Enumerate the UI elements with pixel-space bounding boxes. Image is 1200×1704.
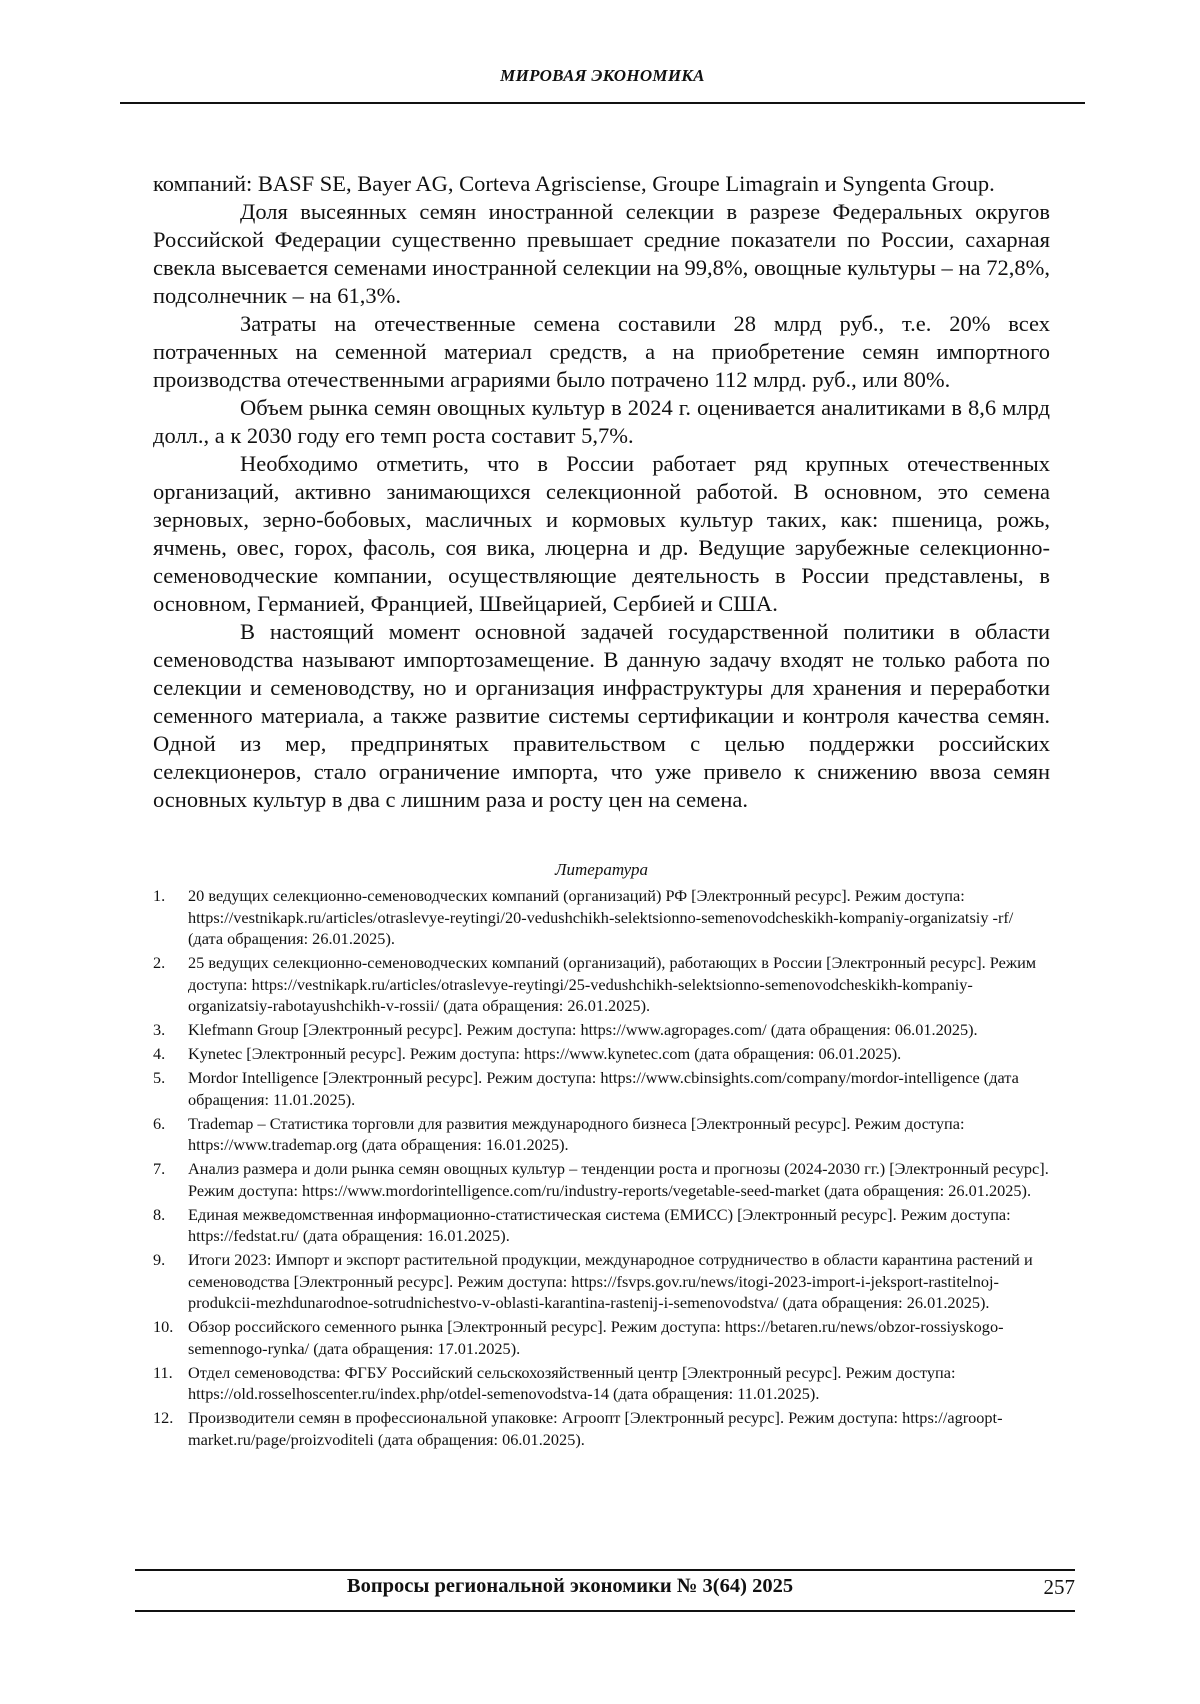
reference-number: 12.: [153, 1408, 174, 1427]
paragraph: В настоящий момент основной задачей государственной политики в области семеноводства называют импортозамещение. В данную задачу входят не только работа по селекции и семеноводству, но и организация инфраструктуры для хранения и переработки семенного материала, а также развитие системы сертификации и контроля качества семян. Одной из мер, предпринятых правительством с целью поддержки российских селекционеров, стало ограничение импорта, что уже привело к снижению ввоза семян основных культур в два с лишним раза и росту цен на семена.: [153, 619, 1050, 812]
header-rule: [120, 102, 1085, 104]
footer-rule-top: [135, 1569, 1075, 1571]
paragraph: Объем рынка семян овощных культур в 2024 г. оценивается аналитиками в 8,6 млрд долл., а к 2030 году его темп роста составит 5,7%.: [153, 395, 1050, 448]
reference-text: Отдел семеноводства: ФГБУ Российский сельскохозяйственный центр [Электронный ресурс]. Режим доступа: https://old.rosselhoscenter.ru/index.php/otdel-semenovodstva-14 (дата обращения: 11.01.2025).: [188, 1362, 956, 1403]
reference-number: 5.: [153, 1068, 166, 1087]
reference-text: Trademap – Статистика торговли для развития международного бизнеса [Электронный ресурс]. Режим доступа: https://www.trademap.org (дата обращения: 16.01.2025).: [188, 1113, 965, 1154]
reference-text: Mordor Intelligence [Электронный ресурс]. Режим доступа: https://www.cbinsights.com/company/mordor-intelligence (дата обращения: 11.01.2025).: [188, 1068, 1019, 1109]
reference-item: [153, 1158, 1050, 1201]
reference-text: Анализ размера и доли рынка семян овощных культур – тенденции роста и прогнозы (2024-2030 гг.) [Электронный ресурс]. Режим доступа: https://www.mordorintelligence.com/ru/industry-reports/vegetable-seed-market (дата обращения: 26.01.2025).: [188, 1159, 1049, 1200]
references-list: [153, 885, 1050, 1453]
reference-text: Итоги 2023: Импорт и экспорт растительной продукции, международное сотрудничество в области карантина растений и семеноводства [Электронный ресурс]. Режим доступа: https://fsvps.gov.ru/news/itogi-2023-import-i-jeksport-rastitelnoj-produkcii-mezhdunarodnoe-sotrudnichestvo-v-oblasti-karantina-rastenij-i-semenovodstva/ (дата обращения: 26.01.2025).: [188, 1250, 1033, 1312]
reference-text: 20 ведущих селекционно-семеноводческих компаний (организаций) РФ [Электронный ресурс]. Режим доступа: https://vestnikapk.ru/articles/otraslevye-reytingi/20-vedushchikh-selektsionno-semenovodcheskikh-kompaniy-organizatsiy -rf/ (дата обращения: 26.01.2025).: [188, 886, 1014, 948]
reference-number: 7.: [153, 1159, 166, 1178]
reference-item: [153, 1067, 1050, 1110]
reference-number: 3.: [153, 1020, 166, 1039]
reference-item: [153, 952, 1050, 1017]
reference-item: [153, 1019, 1050, 1041]
paragraph: Затраты на отечественные семена составили 28 млрд руб., т.е. 20% всех потраченных на семенной материал средств, а на приобретение семян импортного производства отечественными аграриями было потрачено 112 млрд. руб., или 80%.: [153, 311, 1050, 392]
reference-text: Klefmann Group [Электронный ресурс]. Режим доступа: https://www.agropages.com/ (дата обращения: 06.01.2025).: [188, 1020, 978, 1039]
reference-item: [153, 1113, 1050, 1156]
reference-item: [153, 1204, 1050, 1247]
paragraph: Необходимо отметить, что в России работает ряд крупных отечественных организаций, активно занимающихся селекционной работой. В основном, это семена зерновых, зерно-бобовых, масличных и кормовых культур таких, как: пшеница, рожь, ячмень, овес, горох, фасоль, соя вика, люцерна и др. Ведущие зарубежные селекционно-семеноводческие компании, осуществляющие деятельность в России представлены, в основном, Германией, Францией, Швейцарией, Сербией и США.: [153, 451, 1050, 616]
reference-text: Обзор российского семенного рынка [Электронный ресурс]. Режим доступа: https://betaren.ru/news/obzor-rossiyskogo-semennogo-rynka/ (дата обращения: 17.01.2025).: [188, 1317, 1004, 1358]
reference-number: 6.: [153, 1113, 166, 1133]
reference-number: 2.: [153, 953, 166, 972]
paragraph: Доля высеянных семян иностранной селекции в разрезе Федеральных округов Российской Федерации существенно превышает средние показатели по России, сахарная свекла высевается семенами иностранной селекции на 99,8%, овощные культуры – на 72,8%, подсолнечник – на 61,3%.: [153, 199, 1050, 308]
reference-number: 4.: [153, 1044, 166, 1063]
reference-number: 10.: [153, 1317, 174, 1336]
reference-number: 8.: [153, 1204, 166, 1224]
reference-item: [153, 1407, 1050, 1450]
journal-title: Вопросы региональной экономики № 3(64) 2025: [346, 1575, 794, 1597]
page-number: 257: [1043, 1575, 1075, 1599]
reference-number: 1.: [153, 886, 166, 905]
reference-text: 25 ведущих селекционно-семеноводческих компаний (организаций), работающих в России [Электронный ресурс]. Режим доступа: https://vestnikapk.ru/articles/otraslevye-reytingi/25-vedushchikh-selektsionno-semenovodcheskikh-kompaniy-organizatsiy-rabotayushchikh-v-rossii/ (дата обращения: 26.01.2025).: [188, 953, 1037, 1015]
running-head: МИРОВАЯ ЭКОНОМИКА: [500, 66, 705, 85]
reference-item: [153, 885, 1050, 950]
reference-item: [153, 1043, 1050, 1065]
reference-text: Единая межведомственная информационно-статистическая система (ЕМИСС) [Электронный ресурс]. Режим доступа: https://fedstat.ru/ (дата обращения: 16.01.2025).: [188, 1204, 1011, 1245]
reference-number: 11.: [153, 1362, 173, 1382]
paragraph: компаний: BASF SE, Bayer AG, Corteva Agrisciense, Groupe Limagrain и Syngenta Group.: [153, 171, 995, 196]
reference-text: Kynetec [Электронный ресурс]. Режим доступа: https://www.kynetec.com (дата обращения: 06.01.2025).: [188, 1044, 902, 1063]
footer-rule-bottom: [135, 1610, 1075, 1612]
references-title: Литература: [554, 860, 648, 879]
reference-number: 9.: [153, 1250, 166, 1269]
reference-item: [153, 1316, 1050, 1359]
reference-item: [153, 1249, 1050, 1314]
reference-text: Производители семян в профессиональной упаковке: Агроопт [Электронный ресурс]. Режим доступа: https://agroopt-market.ru/page/proizvoditeli (дата обращения: 06.01.2025).: [188, 1408, 1003, 1449]
reference-item: [153, 1362, 1050, 1405]
body-text: [153, 170, 1050, 814]
